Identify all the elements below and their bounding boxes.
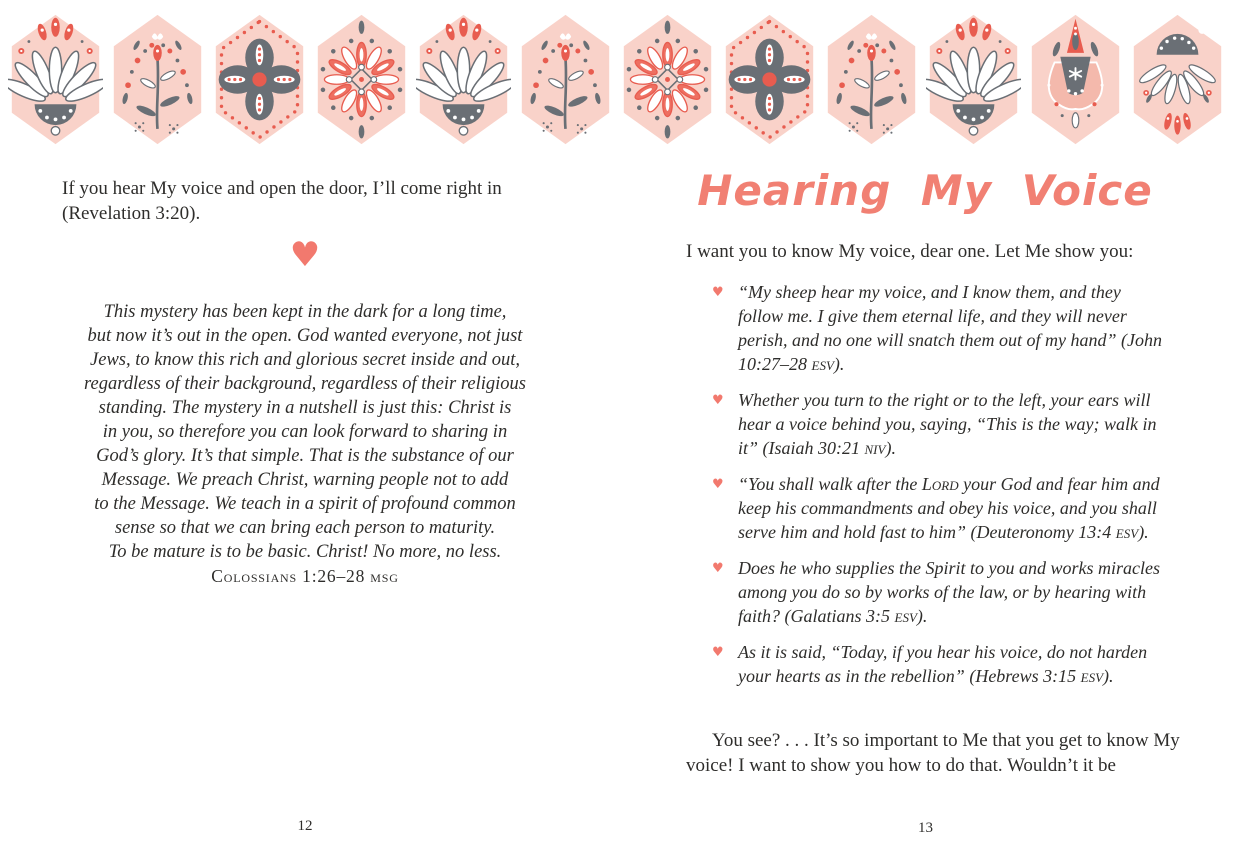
- heart-icon: ♥: [289, 235, 321, 275]
- page-number-right: 13: [918, 820, 933, 836]
- heart-bullet-icon: ♥: [712, 285, 724, 300]
- verse-item: [712, 640, 1162, 688]
- verse-item: [712, 388, 1162, 460]
- verse-item: [712, 556, 1162, 628]
- decorative-border: [8, 8, 1225, 154]
- folk-tile-fan-flower: [926, 8, 1021, 151]
- folk-tile-cone-flower: [1130, 8, 1225, 151]
- folk-tile-fan-flower: [8, 8, 103, 151]
- quote-line: Jews, to know this rich and glorious secret inside and out,: [90, 350, 520, 370]
- verse-text: Whether you turn to the right or to the left, your ears will hear a voice behind you, saying, “This is the way; walk in it” (Isaiah 30:21 niv).: [738, 390, 1157, 458]
- verse-text: “My sheep hear my voice, and I know them, and they follow me. I give them eternal life, and they will never perish, and no one will snatch them out of my hand” (John 10:27–28 esv).: [738, 282, 1162, 374]
- folk-tile-clover-flower: [722, 8, 817, 151]
- quote-line: sense so that we can bring each person to maturity.: [114, 518, 496, 538]
- quote-line: Message. We preach Christ, warning people not to add: [101, 470, 509, 490]
- page-number-left: 12: [297, 818, 313, 834]
- scripture-quote: [55, 300, 555, 564]
- right-intro-paragraph: I want you to know My voice, dear one. Let Me show you:: [686, 241, 1134, 262]
- quote-line: To be mature is to be basic. Christ! No more, no less.: [108, 542, 502, 562]
- folk-tile-fan-flower: [416, 8, 511, 151]
- quote-line: This mystery has been kept in the dark for a long time,: [103, 302, 507, 322]
- folk-tile-stem-flower: [824, 8, 919, 151]
- heart-bullet-icon: ♥: [712, 393, 724, 408]
- quote-line: but now it’s out in the open. God wanted everyone, not just: [87, 326, 523, 346]
- quote-line: in you, so therefore you can look forward to sharing in: [102, 422, 508, 442]
- folk-tile-rosette: [620, 8, 715, 151]
- folk-tile-bell-flower: [1028, 8, 1123, 151]
- scripture-attribution: Colossians 1:26–28 msg: [211, 566, 399, 586]
- heart-bullet-icon: ♥: [712, 561, 724, 576]
- verse-text: As it is said, “Today, if you hear his voice, do not harden your hearts as in the rebellion” (Hebrews 3:15 esv).: [738, 642, 1148, 686]
- verse-item: [712, 472, 1162, 544]
- verse-text: “You shall walk after the Lord your God and fear him and keep his commandments and obey his voice, and you shall serve him and hold fast to him” (Deuteronomy 13:4 esv).: [738, 474, 1160, 542]
- chapter-title: Hearing My Voice: [697, 166, 1153, 215]
- folk-tile-stem-flower: [110, 8, 205, 151]
- left-intro-paragraph: If you hear My voice and open the door, I’ll come right in (Revelation 3:20).: [62, 178, 502, 224]
- heart-bullet-icon: ♥: [712, 477, 724, 492]
- closing-paragraph: You see? . . . It’s so important to Me that you get to know My voice! I want to show you how to do that. Wouldn’t it be: [686, 730, 1180, 776]
- quote-line: regardless of their background, regardless of their religious: [84, 374, 526, 394]
- quote-line: to the Message. We teach in a spirit of profound common: [94, 494, 516, 514]
- quote-line: God’s glory. It’s that simple. That is the substance of our: [96, 446, 514, 466]
- folk-tile-clover-flower: [212, 8, 307, 151]
- verse-item: [712, 280, 1162, 376]
- heart-bullet-icon: ♥: [712, 645, 724, 660]
- quote-line: standing. The mystery in a nutshell is just this: Christ is: [98, 398, 512, 418]
- verse-text: Does he who supplies the Spirit to you and works miracles among you do so by works of the law, or by hearing with faith? (Galatians 3:5 esv).: [738, 558, 1160, 626]
- verse-list: [712, 280, 1162, 700]
- folk-tile-rosette: [314, 8, 409, 151]
- folk-tile-stem-flower: [518, 8, 613, 151]
